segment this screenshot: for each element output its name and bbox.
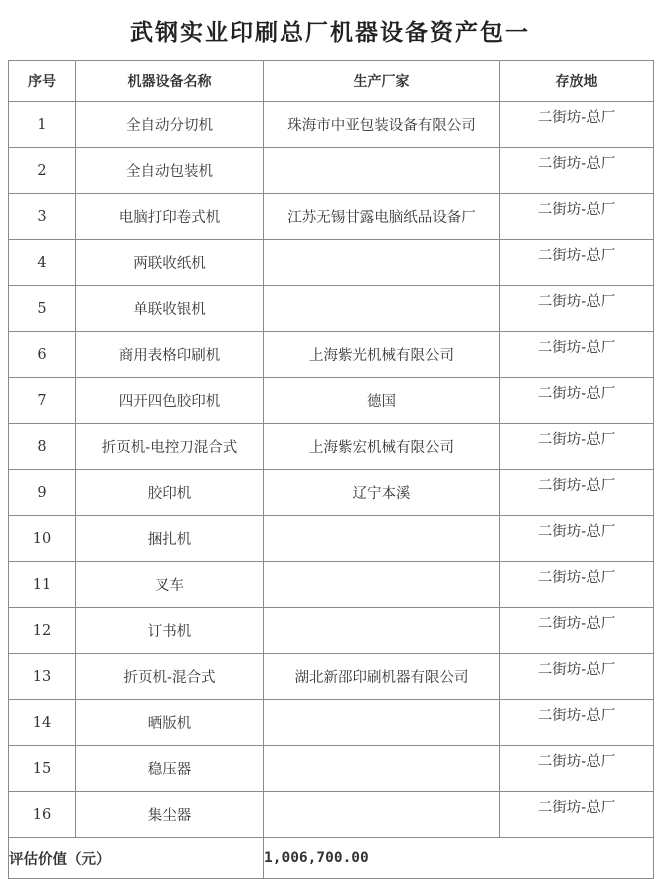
cell-location: 二街坊-总厂 [500,516,654,562]
table-row [9,378,654,424]
cell-index: 6 [9,332,76,378]
table-row [9,562,654,608]
cell-location: 二街坊-总厂 [500,746,654,792]
cell-index: 9 [9,470,76,516]
table-row [9,194,654,240]
table-row [9,286,654,332]
cell-maker: 珠海市中亚包装设备有限公司 [264,102,500,148]
cell-index: 12 [9,608,76,654]
total-label: 评估价值（元） [9,838,264,879]
table-row [9,470,654,516]
cell-name: 晒版机 [76,700,264,746]
cell-index: 13 [9,654,76,700]
table-row [9,424,654,470]
cell-location: 二街坊-总厂 [500,700,654,746]
cell-location: 二街坊-总厂 [500,608,654,654]
cell-maker: 上海紫宏机械有限公司 [264,424,500,470]
page-title: 武钢实业印刷总厂机器设备资产包一 [130,20,530,46]
cell-index: 1 [9,102,76,148]
cell-name: 稳压器 [76,746,264,792]
cell-location: 二街坊-总厂 [500,792,654,838]
cell-index: 15 [9,746,76,792]
cell-maker: 湖北新邵印刷机器有限公司 [264,654,500,700]
cell-location: 二街坊-总厂 [500,286,654,332]
cell-location: 二街坊-总厂 [500,378,654,424]
cell-name: 胶印机 [76,470,264,516]
cell-index: 3 [9,194,76,240]
table-row [9,102,654,148]
table-row [9,516,654,562]
header-maker: 生产厂家 [264,61,500,102]
table-row [9,792,654,838]
cell-index: 8 [9,424,76,470]
cell-index: 11 [9,562,76,608]
cell-name: 集尘器 [76,792,264,838]
table-body [9,102,654,838]
cell-maker [264,700,500,746]
total-value: 1,006,700.00 [264,838,654,879]
cell-index: 16 [9,792,76,838]
cell-index: 5 [9,286,76,332]
table-row [9,608,654,654]
cell-maker: 辽宁本溪 [264,470,500,516]
cell-index: 10 [9,516,76,562]
cell-location: 二街坊-总厂 [500,424,654,470]
cell-location: 二街坊-总厂 [500,654,654,700]
cell-location: 二街坊-总厂 [500,148,654,194]
cell-index: 2 [9,148,76,194]
cell-name: 叉车 [76,562,264,608]
table-row [9,746,654,792]
header-index: 序号 [9,61,76,102]
header-location: 存放地 [500,61,654,102]
asset-table [8,60,654,879]
cell-maker: 江苏无锡甘露电脑纸品设备厂 [264,194,500,240]
header-name: 机器设备名称 [76,61,264,102]
cell-maker [264,148,500,194]
table-row [9,332,654,378]
cell-maker [264,286,500,332]
table-header-row [9,61,654,102]
cell-maker [264,516,500,562]
table-row [9,700,654,746]
cell-name: 全自动分切机 [76,102,264,148]
cell-name: 四开四色胶印机 [76,378,264,424]
cell-maker [264,240,500,286]
cell-name: 单联收银机 [76,286,264,332]
cell-location: 二街坊-总厂 [500,102,654,148]
cell-location: 二街坊-总厂 [500,562,654,608]
cell-name: 捆扎机 [76,516,264,562]
table-row [9,654,654,700]
cell-name: 两联收纸机 [76,240,264,286]
cell-maker: 德国 [264,378,500,424]
cell-location: 二街坊-总厂 [500,194,654,240]
cell-name: 折页机-混合式 [76,654,264,700]
cell-maker [264,746,500,792]
cell-location: 二街坊-总厂 [500,470,654,516]
cell-name: 折页机-电控刀混合式 [76,424,264,470]
cell-maker: 上海紫光机械有限公司 [264,332,500,378]
cell-name: 全自动包装机 [76,148,264,194]
cell-location: 二街坊-总厂 [500,332,654,378]
cell-location: 二街坊-总厂 [500,240,654,286]
table-row [9,240,654,286]
cell-index: 14 [9,700,76,746]
cell-maker [264,562,500,608]
cell-maker [264,608,500,654]
total-row [9,838,654,879]
cell-name: 商用表格印刷机 [76,332,264,378]
cell-index: 7 [9,378,76,424]
cell-maker [264,792,500,838]
cell-index: 4 [9,240,76,286]
cell-name: 电脑打印卷式机 [76,194,264,240]
table-row [9,148,654,194]
cell-name: 订书机 [76,608,264,654]
